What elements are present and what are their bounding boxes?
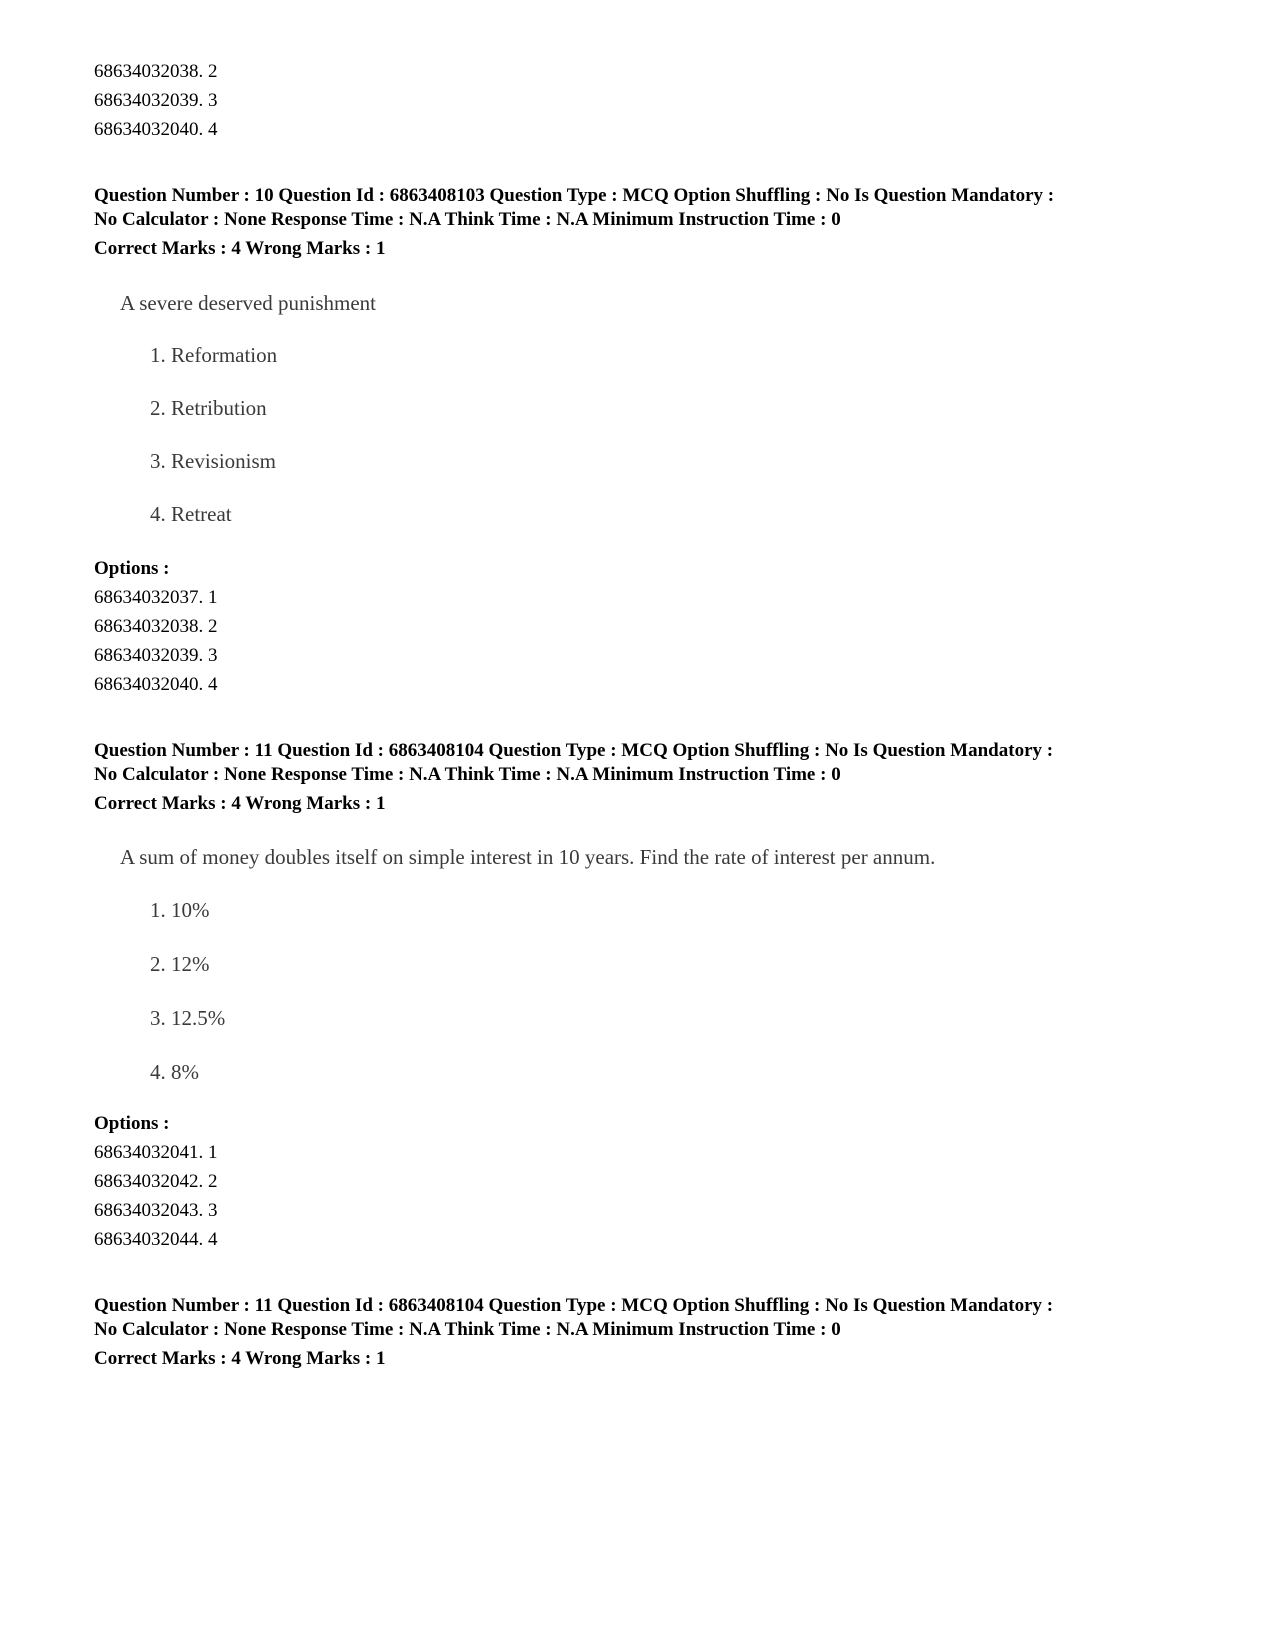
choice-item: 1. 10% (150, 898, 210, 922)
option-line: 68634032039. 3 (94, 645, 218, 666)
question-stem: A sum of money doubles itself on simple interest in 10 years. Find the rate of interest per annum. (120, 845, 936, 869)
options-label: Options : (94, 558, 170, 579)
choice-item: 2. 12% (150, 952, 210, 976)
option-line: 68634032037. 1 (94, 587, 218, 608)
option-line: 68634032040. 4 (94, 674, 218, 695)
question-header-line1: Question Number : 10 Question Id : 6863408103 Question Type : MCQ Option Shuffling : No Is Question Mandatory : (94, 185, 1055, 206)
option-line: 68634032038. 2 (94, 61, 218, 82)
option-line: 68634032042. 2 (94, 1171, 218, 1192)
question-image (100, 288, 540, 538)
question-header-line2: No Calculator : None Response Time : N.A Think Time : N.A Minimum Instruction Time : 0 (94, 764, 841, 785)
question-header-line2: No Calculator : None Response Time : N.A Think Time : N.A Minimum Instruction Time : 0 (94, 1319, 841, 1340)
option-line: 68634032043. 3 (94, 1200, 218, 1221)
option-line: 68634032039. 3 (94, 90, 218, 111)
choice-item: 2. Retribution (150, 396, 267, 420)
question-header-line2: No Calculator : None Response Time : N.A Think Time : N.A Minimum Instruction Time : 0 (94, 209, 841, 230)
option-line: 68634032044. 4 (94, 1229, 218, 1250)
choice-item: 4. Retreat (150, 502, 232, 526)
choice-item: 4. 8% (150, 1060, 199, 1084)
choice-item: 3. 12.5% (150, 1006, 226, 1030)
choice-item: 1. Reformation (150, 343, 278, 367)
question-header-line1: Question Number : 11 Question Id : 6863408104 Question Type : MCQ Option Shuffling : No Is Question Mandatory : (94, 1295, 1054, 1316)
question-marks: Correct Marks : 4 Wrong Marks : 1 (94, 793, 386, 814)
question-header-line1: Question Number : 11 Question Id : 6863408104 Question Type : MCQ Option Shuffling : No Is Question Mandatory : (94, 740, 1054, 761)
question-image (100, 842, 1060, 1092)
option-line: 68634032038. 2 (94, 616, 218, 637)
options-label: Options : (94, 1113, 170, 1134)
question-marks: Correct Marks : 4 Wrong Marks : 1 (94, 1348, 386, 1369)
choice-item: 3. Revisionism (150, 449, 277, 473)
option-line: 68634032041. 1 (94, 1142, 218, 1163)
question-marks: Correct Marks : 4 Wrong Marks : 1 (94, 238, 386, 259)
option-line: 68634032040. 4 (94, 119, 218, 140)
question-stem: A severe deserved punishment (120, 291, 377, 315)
